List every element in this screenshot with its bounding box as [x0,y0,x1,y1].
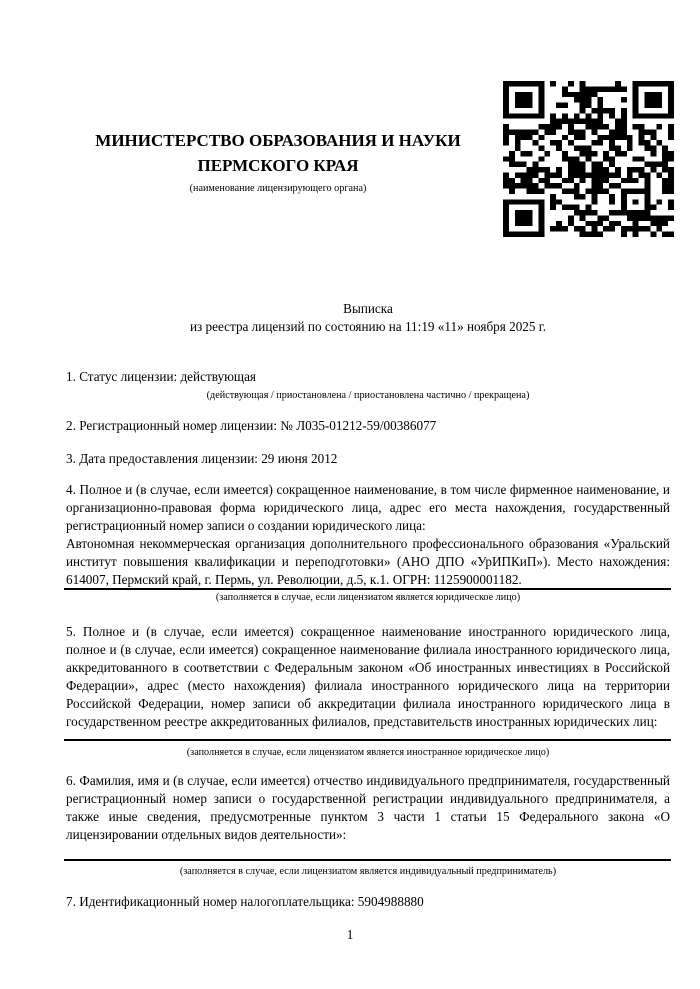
taxpayer-number-line: 7. Идентификационный номер налогоплательщика: 5904988880 [66,894,424,909]
legal-entity-section [66,481,670,589]
legal-entity-caption: (заполняется в случае, если лицензиатом является юридическое лицо) [215,592,521,603]
registration-number-line: 2. Регистрационный номер лицензии: № Л035-01212-59/00386077 [66,418,437,433]
document-title-block [66,300,670,336]
licensing-authority-header [66,128,490,195]
ministry-name-line2: ПЕРМСКОГО КРАЯ [197,156,359,175]
ministry-caption: (наименование лицензирующего органа) [189,183,367,194]
entrepreneur-underline [64,859,671,861]
page-number: 1 [346,927,354,942]
foreign-entity-caption: (заполняется в случае, если лицензиатом является иностранное юридическое лицо) [186,747,550,758]
qr-code-image [503,81,674,237]
entrepreneur-section: 6. Фамилия, имя и (в случае, если имеется) отчество индивидуального предпринимателя, государственный регистрационный номер записи о государственной регистрации индивидуального предпринимателя, а также иные сведения, предусмотренные пунктом 3 части 1 статьи 15 Федерального закона «О лицензировании отдельных видов деятельности»: [66,773,670,842]
status-options-caption: (действующая / приостановлена / приостановлена частично / прекращена) [206,390,530,401]
legal-entity-value: Автономная некоммерческая организация дополнительного профессионального образования «Уральский институт повышения квалификации и переподготовки» (АНО ДПО «УрИПКиП»). Место нахождения: 614007, Пермский край, г. Пермь, ул. Революции, д.5, к.1. ОГРН: 1125900001182. [66,536,670,587]
license-status-line: 1. Статус лицензии: действующая [66,369,257,384]
legal-entity-underline [64,588,671,590]
qr-code [503,81,674,237]
foreign-entity-section: 5. Полное и (в случае, если имеется) сокращенное наименование иностранного юридического лица, полное и (в случае, если имеется) сокращенное наименование филиала иностранного юридического лица, аккредитованного в соответствии с Федеральным законом «Об иностранных инвестициях в Российской Федерации», адрес (место нахождения) филиала иностранного юридического лица на территории Российской Федерации, номер записи об аккредитации филиала иностранного юридического лица в государственном реестре аккредитованных филиалов, представительств иностранных юридических лиц: [66,624,670,729]
grant-date-line: 3. Дата предоставления лицензии: 29 июня 2012 [66,451,338,466]
legal-entity-label: 4. Полное и (в случае, если имеется) сокращенное наименование, в том числе фирменное наименование, и организационно-правовая форма юридического лица, адрес его места нахождения, государственный регистрационный номер записи о создании юридического лица: [66,482,670,533]
foreign-entity-underline [64,739,671,741]
document-subtitle: из реестра лицензий по состоянию на 11:19 «11» ноября 2025 г. [189,319,547,334]
document-title: Выписка [343,301,393,316]
entrepreneur-caption: (заполняется в случае, если лицензиатом является индивидуальный предприниматель) [179,866,557,877]
ministry-name-line1: МИНИСТЕРСТВО ОБРАЗОВАНИЯ И НАУКИ [95,131,461,150]
